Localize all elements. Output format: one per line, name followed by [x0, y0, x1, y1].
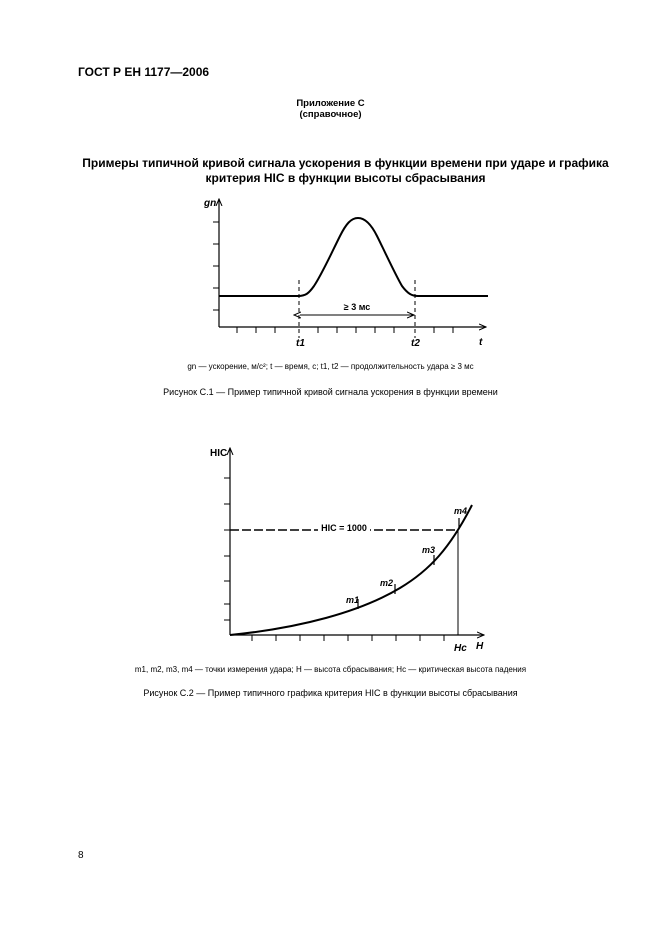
- measurement-markers: [358, 518, 459, 609]
- y-axis-ticks: [213, 222, 219, 310]
- page-number: 8: [78, 850, 84, 861]
- t2-label: t2: [411, 338, 420, 349]
- figure-c1-diagram: [0, 190, 661, 355]
- figure-c2-diagram: [0, 440, 661, 660]
- hic-axis-ticks: [224, 478, 230, 620]
- document-header: ГОСТ Р ЕН 1177—2006: [78, 65, 210, 79]
- y-axis-label: gn: [204, 198, 217, 209]
- duration-label: ≥ 3 мс: [343, 302, 371, 312]
- figure-c2-legend: m1, m2, m3, m4 — точки измерения удара; H — высота сбрасывания; Hc — критическая высота падения: [134, 665, 527, 674]
- acceleration-curve: [219, 218, 488, 296]
- hc-label: Hc: [454, 643, 467, 654]
- figure-c2-caption: Рисунок С.2 — Пример типичного графика критерия HIC в функции высоты сбрасывания: [143, 688, 518, 698]
- h-axis-label: H: [476, 641, 484, 652]
- t1-label: t1: [296, 338, 305, 349]
- h-axis-ticks: [252, 635, 444, 641]
- figure-c1-caption: Рисунок С.1 — Пример типичной кривой сигнала ускорения в функции времени: [163, 387, 498, 397]
- point-label-m3: m3: [422, 545, 436, 555]
- point-label-m4: m4: [454, 506, 468, 516]
- x-axis-ticks: [237, 327, 453, 333]
- hic-axis-label: HIC: [210, 448, 228, 459]
- x-axis-label: t: [479, 337, 483, 348]
- section-title: Примеры типичной кривой сигнала ускорения в функции времени при ударе и графика критерия HIC в функции высоты сбрасывания: [82, 156, 609, 185]
- hic-1000-label: HIC = 1000: [321, 523, 367, 533]
- figure-c1-legend: gn — ускорение, м/с²; t — время, с; t1, t2 — продолжительность удара ≥ 3 мс: [187, 362, 474, 371]
- point-label-m2: m2: [380, 578, 394, 588]
- annex-status: (справочное): [299, 109, 362, 120]
- point-label-m1: m1: [346, 595, 360, 605]
- annex-title: Приложение С: [296, 98, 365, 109]
